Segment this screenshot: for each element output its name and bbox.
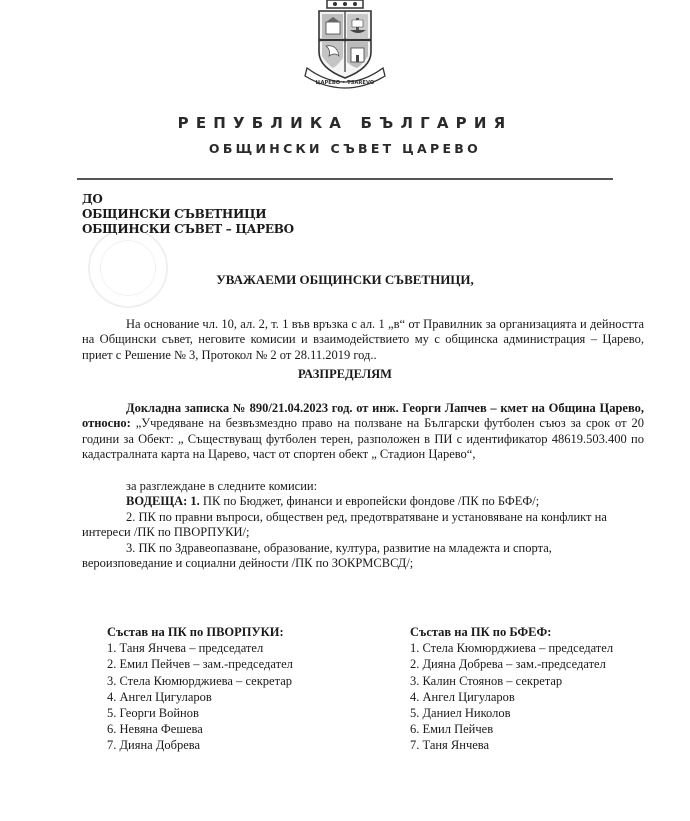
faint-stamp-icon: [88, 228, 168, 308]
report-paragraph: [82, 401, 644, 462]
member-item: 2. Дияна Добрева – зам.-председател: [410, 657, 606, 672]
committee-lead: [126, 494, 539, 509]
composition-title: Състав на ПК по ПВОРПУКИ:: [107, 625, 284, 639]
member-item: 5. Георги Войнов: [107, 706, 199, 721]
basis-paragraph: На основание чл. 10, ал. 2, т. 1 във връзка с ал. 1 „в“ от Правилник за организацията и дейността на Общински съвет, неговите комисии и взаимодействието му с общинска администрация – Царево, приет с Решение № 3, Протокол № 2 от 28.11.2019 год..: [82, 317, 644, 362]
committee-item-2: 2. ПК по правни въпроси, обществен ред, предотвратяване и установяване на конфликт на интереси /ПК по ПВОРПУКИ/;: [82, 510, 607, 540]
report-subject: „Учредяване на безвъзмездно право на ползване на Български футболен съюз за срок от 20 години за Обект: „ Съществуващ футболен терен, разположен в ПИ с идентификатор 48619.503.400 по кадастралната карта на Царево, част от спортен обект „ Стадион Царево“,: [82, 416, 644, 461]
lead-label: ВОДЕЩА: 1.: [126, 494, 200, 508]
header-divider: [77, 178, 613, 180]
composition-pvorpuki: [107, 624, 293, 754]
address-council: ОБЩИНСКИ СЪВЕТ – ЦАРЕВО: [82, 222, 294, 236]
member-item: 6. Емил Пейчев: [410, 722, 494, 737]
member-item: 7. Дияна Добрева: [107, 738, 201, 753]
member-item: 4. Ангел Цигуларов: [107, 689, 212, 704]
member-item: 5. Даниел Николов: [410, 706, 511, 721]
member-item: 3. Стела Кюмюрджиева – секретар: [107, 673, 292, 688]
distribute-heading: РАЗПРЕДЕЛЯМ: [298, 367, 392, 381]
member-item: 7. Таня Янчева: [410, 738, 490, 753]
member-item: 1. Стела Кюмюрджиева – председател: [410, 641, 614, 656]
composition-bfef: [410, 624, 613, 754]
address-councillors: ОБЩИНСКИ СЪВЕТНИЦИ: [82, 207, 267, 221]
address-to: ДО: [82, 192, 103, 206]
committee-item-3: 3. ПК по Здравеопазване, образование, култура, развитие на младежта и спорта, вероизповедание и социални дейности /ПК по ЗОКРМСВСД/;: [82, 541, 552, 571]
committee-item-1: ПК по Бюджет, финанси и европейски фондове /ПК по БФЕФ/;: [199, 494, 540, 508]
member-item: 6. Невяна Фешева: [107, 722, 203, 737]
greeting: УВАЖАЕМИ ОБЩИНСКИ СЪВЕТНИЦИ,: [216, 272, 474, 287]
municipal-crest-icon: [297, 0, 393, 92]
council-heading: ОБЩИНСКИ СЪВЕТ ЦАРЕВО: [208, 141, 482, 156]
report-intro: Докладна записка № 890/21.04.2023 год. от инж. Георги Лапчев – кмет на Община Царево, относно:: [82, 401, 644, 431]
review-line: за разглеждане в следните комисии:: [126, 479, 318, 493]
composition-title: Състав на ПК по БФЕФ:: [410, 625, 552, 639]
member-item: 4. Ангел Цигуларов: [410, 689, 515, 704]
crest-motto: ЦАРЕВО • TSAREVO: [315, 80, 375, 86]
member-item: 2. Емил Пейчев – зам.-председател: [107, 657, 293, 672]
member-item: 1. Таня Янчева – председател: [107, 641, 264, 656]
republic-heading: РЕПУБЛИКА БЪЛГАРИЯ: [177, 114, 513, 132]
member-item: 3. Калин Стоянов – секретар: [410, 673, 563, 688]
